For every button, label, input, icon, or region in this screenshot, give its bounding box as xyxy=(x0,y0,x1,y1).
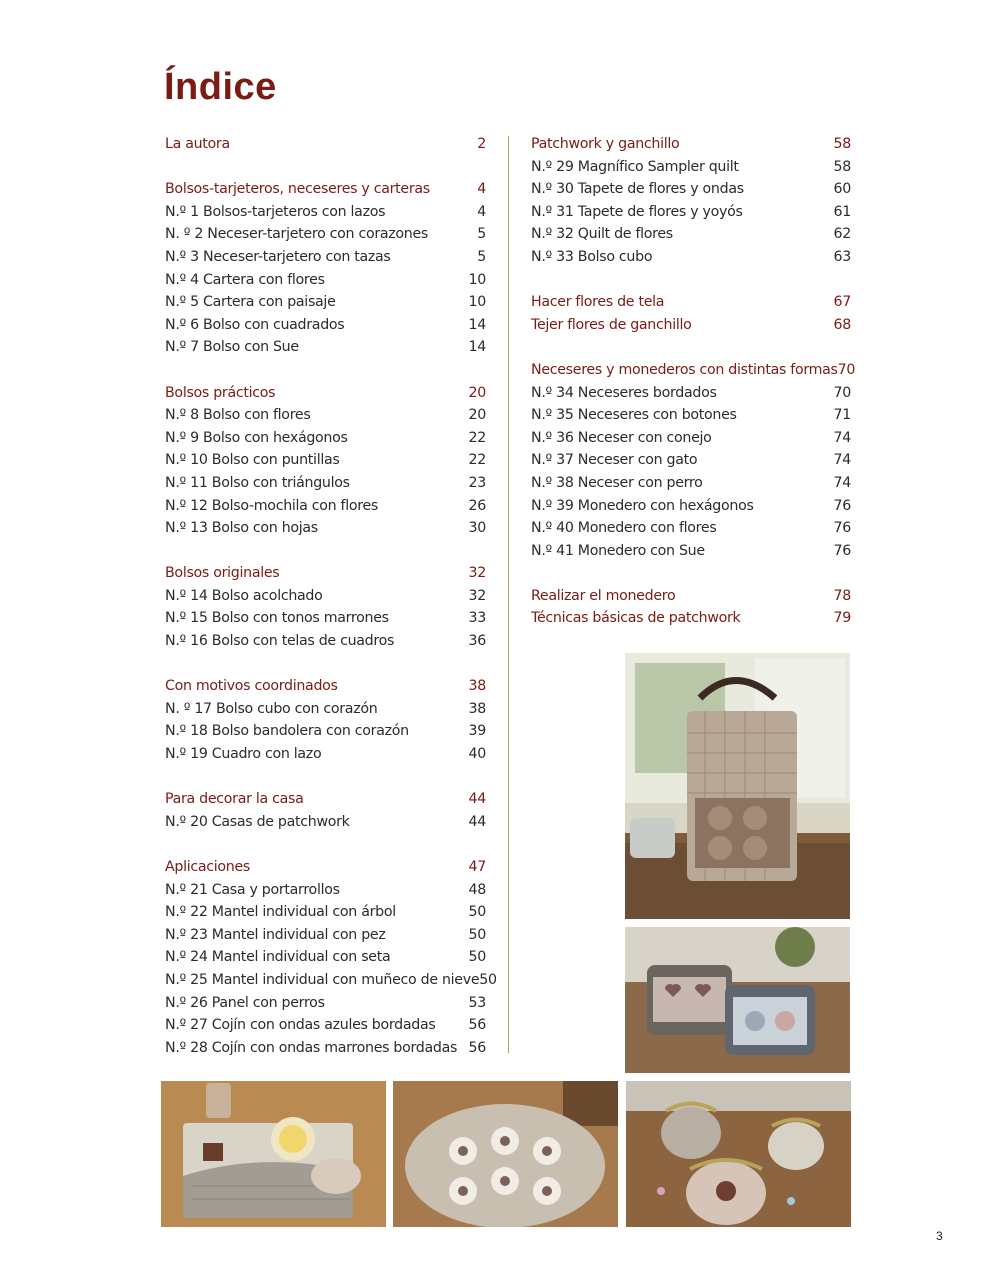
toc-entry-page: 22 xyxy=(468,452,486,469)
toc-entry-page: 48 xyxy=(468,881,486,898)
toc-section-heading xyxy=(165,562,486,585)
toc-right-column xyxy=(531,133,856,630)
toc-entry-page: 44 xyxy=(468,813,486,830)
toc-entry xyxy=(165,314,486,337)
toc-entry-label: N.º 38 Neceser con perro xyxy=(531,474,703,491)
toc-entry-label: N.º 36 Neceser con conejo xyxy=(531,429,712,446)
toc-entry xyxy=(531,178,851,201)
toc-entry-label: Bolsos-tarjeteros, neceseres y carteras xyxy=(165,181,430,198)
toc-entry-page: 14 xyxy=(468,339,486,356)
toc-entry-label: Tejer flores de ganchillo xyxy=(531,316,692,333)
toc-entry xyxy=(531,201,851,224)
toc-entry xyxy=(531,427,851,450)
toc-entry-label: N.º 6 Bolso con cuadrados xyxy=(165,316,345,333)
toc-entry xyxy=(165,992,486,1015)
toc-entry xyxy=(165,1014,486,1037)
toc-entry-page: 5 xyxy=(477,248,486,265)
toc-entry xyxy=(165,472,486,495)
toc-entry-label: N.º 16 Bolso con telas de cuadros xyxy=(165,633,395,650)
toc-entry-label: Con motivos coordinados xyxy=(165,678,338,695)
toc-entry-label: N.º 18 Bolso bandolera con corazón xyxy=(165,723,409,740)
toc-entry-label: N.º 39 Monedero con hexágonos xyxy=(531,497,754,514)
toc-section-heading xyxy=(531,585,851,608)
toc-entry-label: N.º 15 Bolso con tonos marrones xyxy=(165,610,389,627)
toc-section-heading xyxy=(531,359,856,382)
toc-entry-label: Técnicas básicas de patchwork xyxy=(531,610,741,627)
toc-entry-label: N.º 5 Cartera con paisaje xyxy=(165,294,336,311)
toc-entry-label: N.º 22 Mantel individual con árbol xyxy=(165,904,396,921)
toc-entry xyxy=(531,540,851,563)
toc-entry-page: 53 xyxy=(468,994,486,1011)
toc-entry-label: N.º 14 Bolso acolchado xyxy=(165,587,323,604)
toc-entry-label: N.º 33 Bolso cubo xyxy=(531,248,653,265)
toc-entry xyxy=(531,449,851,472)
toc-section-heading xyxy=(531,133,851,156)
toc-entry xyxy=(165,517,486,540)
toc-entry xyxy=(165,811,486,834)
toc-entry xyxy=(531,246,851,269)
toc-section-heading xyxy=(531,291,851,314)
toc-entry xyxy=(165,901,486,924)
toc-entry xyxy=(165,336,486,359)
toc-entry-page: 58 xyxy=(833,158,851,175)
toc-entry-page: 78 xyxy=(833,587,851,604)
toc-entry xyxy=(165,404,486,427)
toc-entry xyxy=(531,156,851,179)
toc-entry xyxy=(165,291,486,314)
toc-entry-label: Bolsos originales xyxy=(165,565,280,582)
toc-entry-label: N.º 26 Panel con perros xyxy=(165,994,325,1011)
photo-zip-pouches xyxy=(625,927,850,1073)
toc-entry xyxy=(165,1037,486,1060)
toc-entry-label: N.º 40 Monedero con flores xyxy=(531,520,717,537)
toc-entry xyxy=(165,924,486,947)
toc-entry-page: 4 xyxy=(477,181,486,198)
toc-entry-label: N.º 9 Bolso con hexágonos xyxy=(165,429,348,446)
toc-entry-label: N.º 34 Neceseres bordados xyxy=(531,384,717,401)
toc-entry-page: 62 xyxy=(833,226,851,243)
toc-entry-page: 39 xyxy=(468,723,486,740)
toc-entry-page: 33 xyxy=(468,610,486,627)
toc-entry-page: 76 xyxy=(833,520,851,537)
toc-entry-page: 32 xyxy=(468,565,486,582)
toc-entry xyxy=(165,698,486,721)
toc-entry xyxy=(165,201,486,224)
toc-entry-page: 68 xyxy=(833,316,851,333)
photo-quilted-bag xyxy=(625,653,850,919)
toc-entry-page: 38 xyxy=(468,678,486,695)
toc-entry-label: N.º 21 Casa y portarrollos xyxy=(165,881,340,898)
toc-entry-page: 74 xyxy=(833,452,851,469)
toc-entry xyxy=(531,404,851,427)
toc-entry-label: N.º 4 Cartera con flores xyxy=(165,271,325,288)
toc-entry-label: N.º 19 Cuadro con lazo xyxy=(165,746,322,763)
toc-entry-label: N.º 7 Bolso con Sue xyxy=(165,339,299,356)
toc-entry-page: 58 xyxy=(833,136,851,152)
toc-entry xyxy=(531,517,851,540)
toc-entry-page: 44 xyxy=(468,791,486,808)
toc-entry-page: 50 xyxy=(468,904,486,921)
toc-entry-page: 74 xyxy=(833,429,851,446)
toc-entry-page: 70 xyxy=(837,361,856,378)
toc-entry-label: N.º 8 Bolso con flores xyxy=(165,407,311,424)
toc-entry xyxy=(165,449,486,472)
toc-entry-label: La autora xyxy=(165,136,230,152)
toc-entry-page: 67 xyxy=(833,294,851,311)
toc-entry-label: N.º 32 Quilt de flores xyxy=(531,226,673,243)
toc-entry-page: 76 xyxy=(833,542,851,559)
toc-entry-label: N.º 31 Tapete de flores y yoyós xyxy=(531,203,743,220)
toc-section-heading xyxy=(165,382,486,405)
toc-entry-label: Neceseres y monederos con distintas formas xyxy=(531,361,838,378)
toc-entry xyxy=(165,720,486,743)
toc-entry-label: N.º 1 Bolsos-tarjeteros con lazos xyxy=(165,203,386,220)
toc-entry-label: Hacer flores de tela xyxy=(531,294,665,311)
toc-left-column xyxy=(165,133,497,1059)
toc-entry-label: Aplicaciones xyxy=(165,859,251,875)
toc-entry-page: 10 xyxy=(468,294,486,311)
toc-entry xyxy=(165,879,486,902)
toc-entry-page: 63 xyxy=(833,248,851,265)
toc-entry-page: 5 xyxy=(477,226,486,243)
toc-entry-page: 30 xyxy=(468,520,486,537)
toc-entry-label: Patchwork y ganchillo xyxy=(531,136,680,152)
toc-section-heading xyxy=(165,178,486,201)
toc-entry-label: N.º 41 Monedero con Sue xyxy=(531,542,705,559)
toc-entry-page: 70 xyxy=(833,384,851,401)
toc-entry-label: N.º 10 Bolso con puntillas xyxy=(165,452,340,469)
toc-entry xyxy=(165,585,486,608)
toc-entry-page: 50 xyxy=(479,971,497,988)
toc-entry-page: 47 xyxy=(468,859,486,875)
toc-entry-label: Para decorar la casa xyxy=(165,791,304,808)
toc-section-heading xyxy=(165,856,486,879)
toc-entry-label: N.º 28 Cojín con ondas marrones bordadas xyxy=(165,1039,458,1056)
photo-flower-doily xyxy=(393,1081,618,1227)
toc-entry-page: 40 xyxy=(468,746,486,763)
toc-entry xyxy=(165,427,486,450)
toc-entry xyxy=(165,969,497,992)
toc-entry-label: N.º 12 Bolso-mochila con flores xyxy=(165,497,379,514)
toc-section-heading xyxy=(531,607,851,630)
toc-entry-label: N.º 35 Neceseres con botones xyxy=(531,407,737,424)
toc-entry-page: 2 xyxy=(477,136,486,152)
toc-entry-page: 79 xyxy=(833,610,851,627)
toc-entry-page: 61 xyxy=(833,203,851,220)
page-title: Índice xyxy=(164,66,277,108)
toc-entry-page: 26 xyxy=(468,497,486,514)
toc-section-heading xyxy=(165,675,486,698)
toc-section-heading xyxy=(531,314,851,337)
toc-entry-page: 50 xyxy=(468,926,486,943)
toc-entry-page: 56 xyxy=(468,1039,486,1056)
toc-entry-page: 23 xyxy=(468,474,486,491)
toc-entry-label: N. º 17 Bolso cubo con corazón xyxy=(165,700,378,717)
toc-entry xyxy=(165,743,486,766)
toc-entry-label: N.º 37 Neceser con gato xyxy=(531,452,698,469)
toc-entry-label: N.º 11 Bolso con triángulos xyxy=(165,474,350,491)
toc-entry-page: 22 xyxy=(468,429,486,446)
toc-entry xyxy=(531,223,851,246)
toc-entry xyxy=(165,246,486,269)
toc-entry-label: Realizar el monedero xyxy=(531,587,676,604)
toc-entry-page: 20 xyxy=(468,384,486,401)
toc-entry-page: 71 xyxy=(833,407,851,424)
toc-entry-page: 10 xyxy=(468,271,486,288)
toc-entry-page: 76 xyxy=(833,497,851,514)
toc-entry xyxy=(165,269,486,292)
toc-entry-page: 56 xyxy=(468,1017,486,1034)
toc-entry-label: N.º 23 Mantel individual con pez xyxy=(165,926,386,943)
toc-entry-page: 74 xyxy=(833,474,851,491)
page-number: 3 xyxy=(936,1229,943,1243)
toc-entry xyxy=(165,495,486,518)
photo-coin-purses xyxy=(626,1081,851,1227)
toc-entry xyxy=(165,607,486,630)
toc-entry-label: N.º 25 Mantel individual con muñeco de nieve xyxy=(165,971,480,988)
toc-entry-page: 38 xyxy=(468,700,486,717)
toc-entry-label: Bolsos prácticos xyxy=(165,384,276,401)
toc-entry-page: 14 xyxy=(468,316,486,333)
toc-entry-page: 36 xyxy=(468,633,486,650)
photo-placemat-fish xyxy=(161,1081,386,1227)
toc-entry-label: N.º 30 Tapete de flores y ondas xyxy=(531,181,744,198)
toc-section-heading xyxy=(165,788,486,811)
toc-entry-label: N. º 2 Neceser-tarjetero con corazones xyxy=(165,226,428,243)
column-divider xyxy=(508,136,509,1053)
toc-entry-label: N.º 13 Bolso con hojas xyxy=(165,520,318,537)
toc-entry-page: 4 xyxy=(477,203,486,220)
toc-entry-label: N.º 29 Magnífico Sampler quilt xyxy=(531,158,739,175)
toc-entry xyxy=(165,630,486,653)
toc-entry xyxy=(531,472,851,495)
toc-section-heading xyxy=(165,133,486,156)
toc-entry xyxy=(531,382,851,405)
toc-entry xyxy=(165,223,486,246)
toc-entry-page: 32 xyxy=(468,587,486,604)
toc-entry xyxy=(165,946,486,969)
toc-entry-page: 50 xyxy=(468,949,486,966)
toc-entry xyxy=(531,495,851,518)
toc-entry-page: 60 xyxy=(833,181,851,198)
toc-entry-page: 20 xyxy=(468,407,486,424)
toc-entry-label: N.º 27 Cojín con ondas azules bordadas xyxy=(165,1017,436,1034)
toc-entry-label: N.º 20 Casas de patchwork xyxy=(165,813,350,830)
toc-entry-label: N.º 3 Neceser-tarjetero con tazas xyxy=(165,248,391,265)
toc-entry-label: N.º 24 Mantel individual con seta xyxy=(165,949,391,966)
